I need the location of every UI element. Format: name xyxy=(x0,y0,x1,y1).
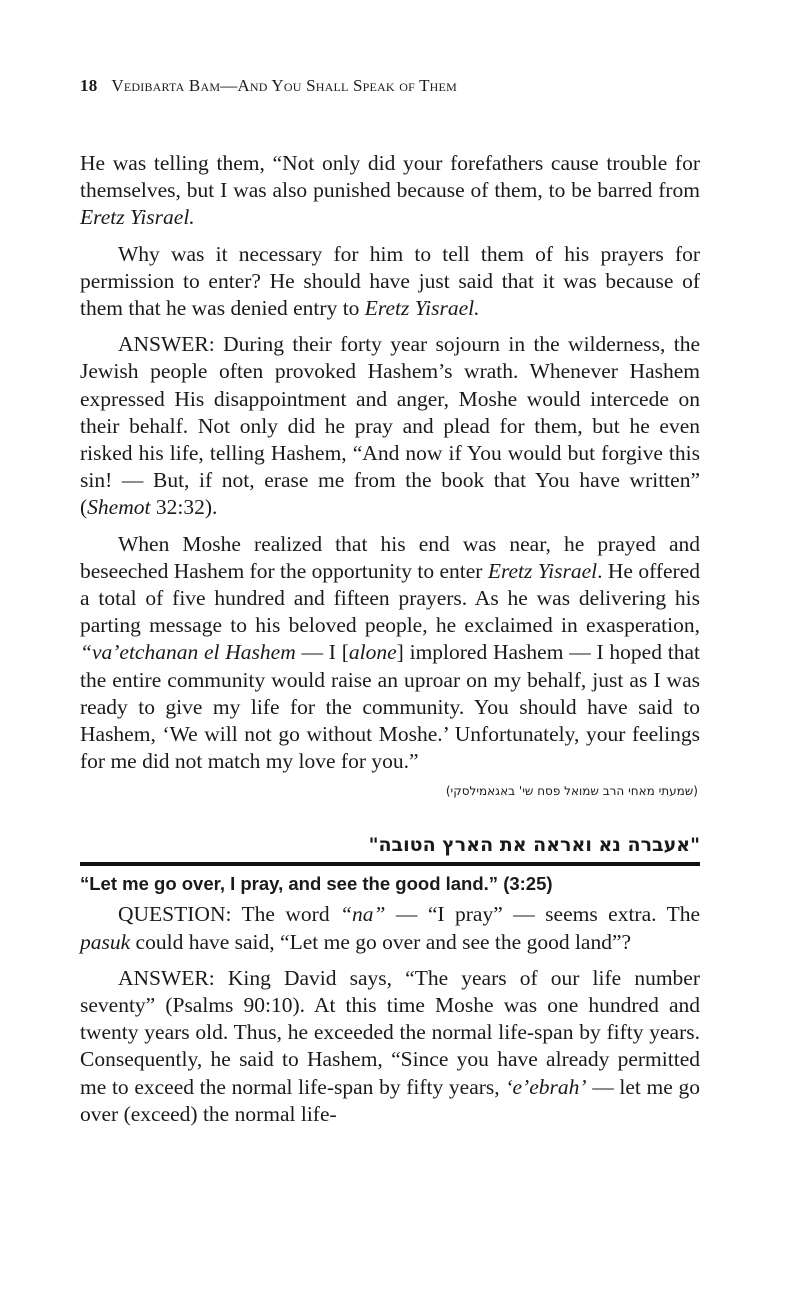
italic-term: alone xyxy=(348,640,397,665)
paragraph-text: — “I pray” — seems extra. The xyxy=(385,902,701,927)
paragraph-text: When Moshe realized that his end was near, he prayed and beseeched Hashem for the opportunity to enter xyxy=(80,531,700,583)
italic-term: ‘e’ebrah’ xyxy=(505,1074,587,1099)
paragraph-1 xyxy=(80,150,700,232)
hebrew-verse-heading: "אעברה נא ואראה את הארץ הטובה" xyxy=(80,834,700,866)
paragraph-5 xyxy=(80,901,700,955)
english-verse-heading: “Let me go over, I pray, and see the good land.” (3:25) xyxy=(80,873,553,895)
paragraph-3 xyxy=(80,331,700,521)
paragraph-2 xyxy=(80,241,700,323)
page-body xyxy=(80,150,700,1137)
book-title: Vedibarta Bam—And You Shall Speak of Them xyxy=(111,76,457,95)
paragraph-text: ANSWER: During their forty year sojourn in the wilderness, the Jewish people often provoked Hashem’s wrath. Whenever Hashem expressed His disappointment and anger, Moshe would intercede on their behalf. Not only did he pray and plead for them, but he even risked his life, telling Hashem, “And now if You would but forgive this sin! — But, if not, erase me from the book that You have written” ( xyxy=(80,332,700,520)
italic-term: Eretz Yisrael. xyxy=(80,205,195,230)
paragraph-4 xyxy=(80,531,700,776)
italic-term: pasuk xyxy=(80,929,131,954)
italic-term: Eretz Yisrael xyxy=(487,558,598,583)
paragraph-text: He was telling them, “Not only did your forefathers cause trouble for themselves, but I was also punished because of them, to be barred from xyxy=(80,151,700,203)
source-citation: (שמעתי מאחי הרב שמואל פסח שי' באגאמילסקי) xyxy=(445,784,698,799)
paragraph-text: ANSWER: King David says, “The years of our life number seventy” (Psalms 90:10). At this time Moshe was one hundred and twenty years old. Thus, he exceeded the normal life-span by fifty years. Consequently, he said to Hashem, “Since you have already permitted me to exceed the normal life-span by fifty years, xyxy=(80,965,700,1099)
italic-term: “va’etchanan el Hashem xyxy=(80,640,296,665)
paragraph-text: — let me go over (exceed) the normal life- xyxy=(80,1074,700,1126)
paragraph-text: — I [ xyxy=(295,640,349,665)
italic-term: Shemot xyxy=(87,495,151,520)
paragraph-text: could have said, “Let me go over and see the good land”? xyxy=(130,929,632,954)
paragraph-text: . He offered a total of five hundred and fifteen prayers. As he was delivering his parting message to his beloved people, he exclaimed in exasperation, xyxy=(80,558,701,638)
running-head xyxy=(80,76,700,96)
italic-term: Eretz Yisrael. xyxy=(364,296,480,321)
paragraph-text: Why was it necessary for him to tell them of his prayers for permission to enter? He should have just said that it was because of them that he was denied entry to xyxy=(80,241,700,321)
paragraph-6 xyxy=(80,965,700,1128)
paragraph-text: QUESTION: The word xyxy=(118,902,341,927)
italic-term: “na” xyxy=(340,902,386,927)
page-number: 18 xyxy=(80,76,98,95)
paragraph-text: 32:32). xyxy=(150,495,218,520)
paragraph-text: ] implored Hashem — I hoped that the entire community would raise an uproar on my behalf, just as I was ready to give my life for the community. You should have said to Hashem, ‘We will not go without Moshe.’ Unfortunately, your feelings for me did not match my love for you.” xyxy=(80,640,700,774)
